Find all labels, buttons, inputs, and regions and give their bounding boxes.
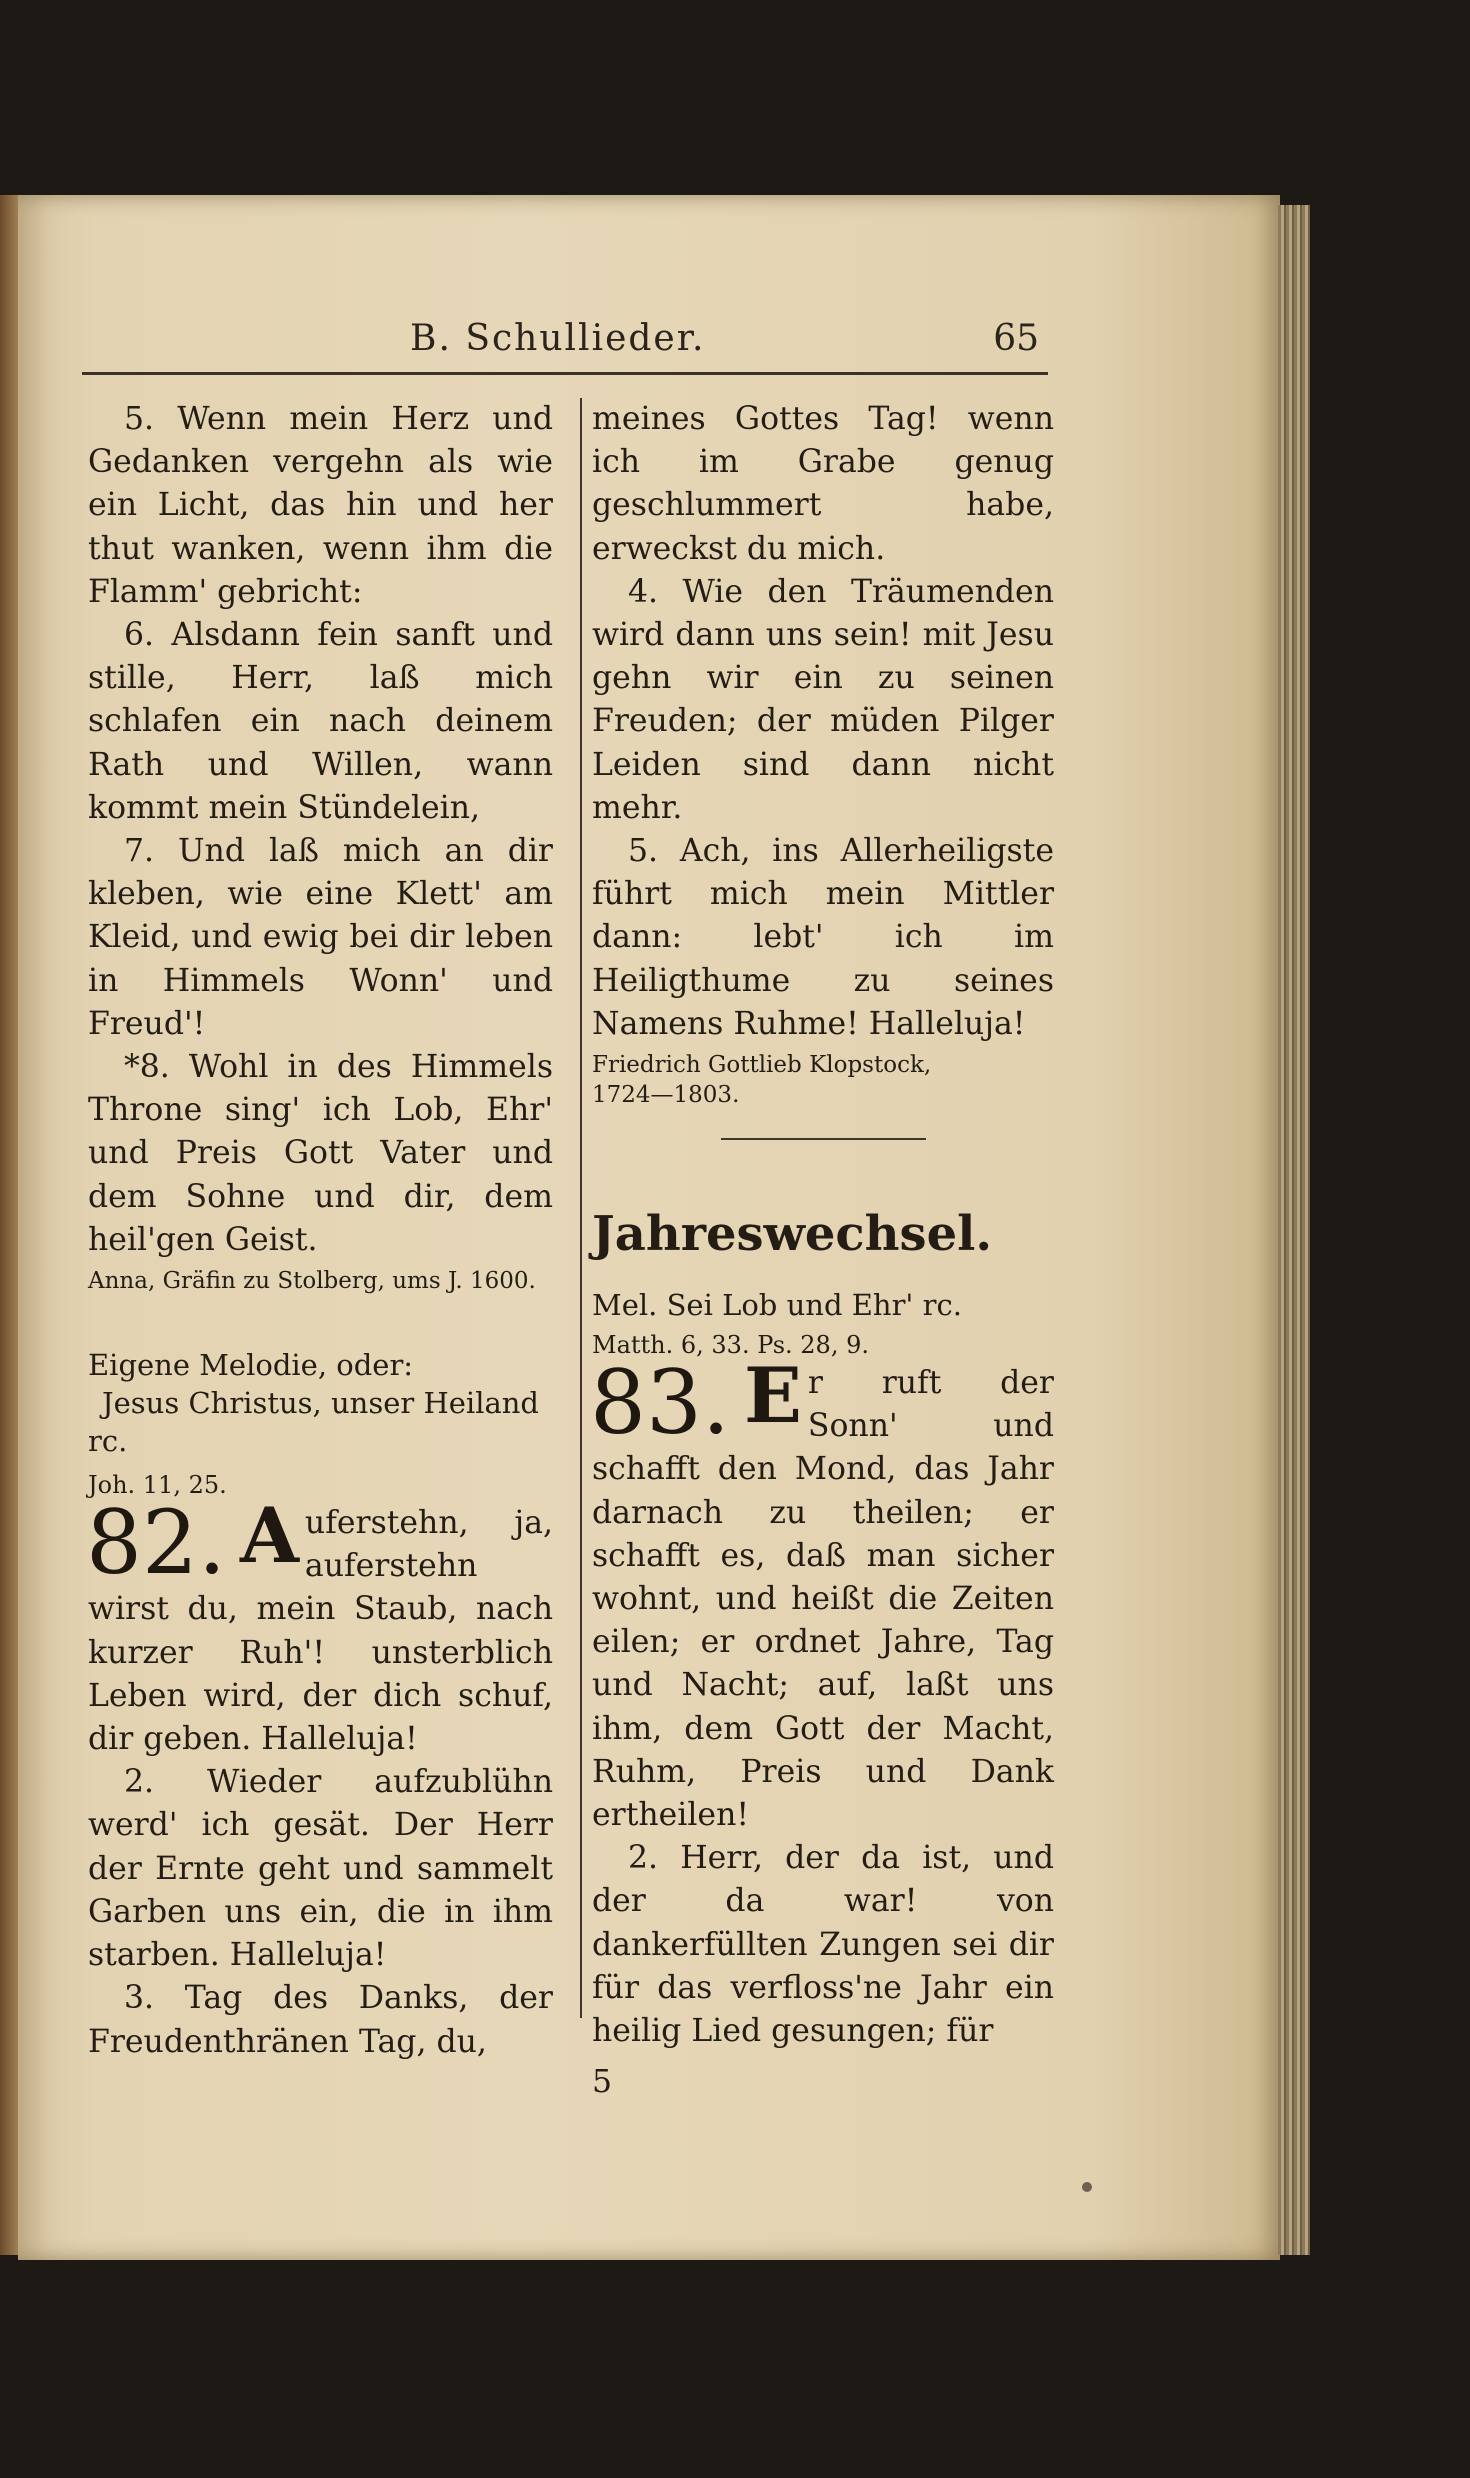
signature-mark: 5 (592, 2064, 613, 2101)
section-rule (721, 1138, 926, 1140)
scripture-reference: Matth. 6, 33. Ps. 28, 9. (592, 1331, 869, 1360)
book-gutter (0, 195, 20, 2255)
hymn-number: 82. (86, 1491, 226, 1595)
verse-5: 5. Wenn mein Herz und Gedanken vergehn als wie ein Licht, das hin und her thut wanken, wenn ihm die Flamm' gebricht: (88, 401, 553, 610)
scripture-reference: Joh. 11, 25. (88, 1471, 227, 1500)
verse-4: 4. Wie den Träumenden wird dann uns sein! mit Jesu gehn wir ein zu seinen Freuden; der müden Pilger Leiden sind dann nicht mehr. (592, 573, 1054, 826)
verse-2: 2. Wieder aufzublühn werd' ich gesät. Der Herr der Ernte geht und sammelt Garben uns ein, die in ihm starben. Halleluja! (88, 1764, 553, 1974)
section-title: Jahreswechsel. (592, 1206, 993, 1263)
running-title: B. Schullieder. (410, 318, 706, 359)
verse-continuation: meines Gottes Tag! wenn ich im Grabe genug geschlummert habe, erweckst du mich. (592, 401, 1054, 567)
header-rule (82, 372, 1048, 375)
page-header (85, 318, 1045, 368)
hymn-83 (590, 1351, 1054, 1837)
melody-line-2: Jesus Christus, unser Heiland rc. (88, 1386, 539, 1459)
hymn-text: uferstehn, ja, auferstehn wirst du, mein Staub, nach kurzer Ruh'! unsterblich Leben wird, der dich schuf, dir geben. Halleluja! (88, 1505, 553, 1758)
verse-7: 7. Und laß mich an dir kleben, wie eine Klett' am Kleid, und ewig bei dir leben in Himmels Wonn' und Freud'! (88, 833, 553, 1042)
author-credit: Anna, Gräfin zu Stolberg, ums J. 1600. (88, 1268, 536, 1295)
author-name: Friedrich Gottlieb Klopstock, (592, 1052, 932, 1079)
author-years: 1724—1803. (592, 1082, 740, 1109)
verse-8: *8. Wohl in des Himmels Throne sing' ich Lob, Ehr' und Preis Gott Vater und dem Sohne und dir, dem heil'gen Geist. (88, 1049, 553, 1258)
verse-5: 5. Ach, ins Allerheiligste führt mich mein Mittler dann: lebt' ich im Heiligthume zu seines Namens Ruhme! Halleluja! (592, 833, 1054, 1042)
hymn-number: 83. (590, 1351, 730, 1455)
drop-cap: A (239, 1491, 299, 1581)
left-column (88, 398, 553, 2064)
right-column (592, 398, 1054, 2105)
verse-2: 2. Herr, der da ist, und der da war! von dankerfüllten Zungen sei dir für das verfloss'ne Jahr ein heilig Lied gesungen; für (592, 1840, 1054, 2050)
page-edges (1278, 205, 1310, 2255)
column-divider (580, 398, 582, 2018)
hymn-82 (86, 1491, 553, 1761)
verse-6: 6. Alsdann fein sanft und stille, Herr, laß mich schlafen ein nach deinem Rath und Willen, wann kommt mein Stündelein, (88, 617, 553, 826)
page-number: 65 (993, 318, 1039, 359)
melody-line-1: Eigene Melodie, oder: (88, 1348, 414, 1383)
paper-speck (1082, 2182, 1092, 2192)
melody-line: Mel. Sei Lob und Ehr' rc. (592, 1288, 962, 1323)
verse-3: 3. Tag des Danks, der Freudenthränen Tag, du, (88, 1980, 553, 2060)
drop-cap: E (743, 1351, 802, 1441)
hymn-text: r ruft der Sonn' und schafft den Mond, das Jahr darnach zu theilen; er schafft es, daß man sicher wohnt, und heißt die Zeiten eilen; er ordnet Jahre, Tag und Nacht; auf, laßt uns ihm, dem Gott der Macht, Ruhm, Preis und Dank ertheilen! (592, 1365, 1054, 1834)
